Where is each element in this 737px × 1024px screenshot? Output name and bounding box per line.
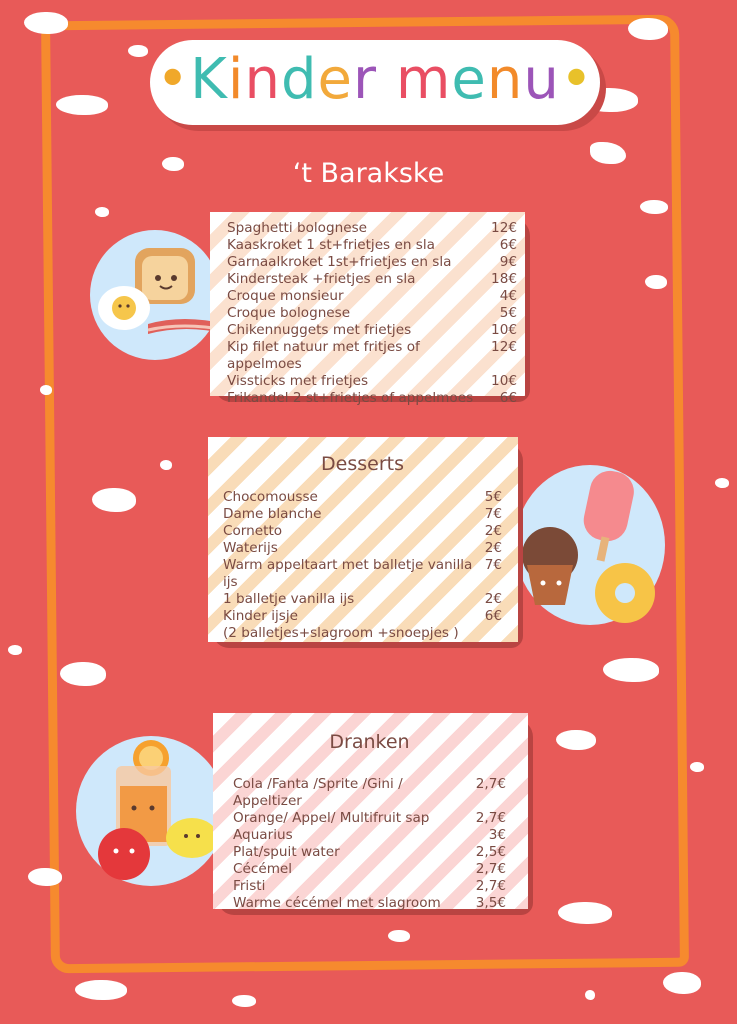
cloud-icon <box>603 658 659 682</box>
cloud-icon <box>24 12 68 34</box>
menu-row <box>223 591 502 608</box>
item-price: 2,7€ <box>475 861 506 877</box>
cloud-icon <box>40 385 52 395</box>
cloud-icon <box>585 990 595 1000</box>
item-price: 5€ <box>484 489 502 505</box>
cloud-icon <box>128 45 148 57</box>
cloud-icon <box>645 275 667 289</box>
desserts-title: Desserts <box>321 453 404 475</box>
item-name: Kaaskroket 1 st+frietjes en sla <box>227 237 435 253</box>
cloud-icon <box>640 200 668 214</box>
menu-row <box>227 322 517 339</box>
title-letter <box>377 48 396 112</box>
item-price: 5€ <box>499 305 517 321</box>
title-cloud <box>150 40 600 125</box>
cloud-icon <box>75 980 127 1000</box>
item-name: Chocomousse <box>223 489 318 505</box>
drinks-list <box>233 776 506 912</box>
menu-row <box>223 540 502 557</box>
menu-row <box>227 254 517 271</box>
menu-row <box>227 271 517 288</box>
title-letter: e <box>451 47 487 112</box>
menu-row <box>227 220 517 237</box>
menu-row <box>227 305 517 322</box>
item-price: 2,7€ <box>475 776 506 792</box>
item-name: Waterijs <box>223 540 278 556</box>
cloud-icon <box>715 478 729 488</box>
item-name: Dame blanche <box>223 506 322 522</box>
breakfast-toast-egg-bacon-icon <box>90 230 220 360</box>
item-name: Cornetto <box>223 523 283 539</box>
item-price: 18€ <box>491 271 517 287</box>
item-name: Aquarius <box>233 827 293 843</box>
item-name: Kip filet natuur met fritjes of appelmoes <box>227 339 420 372</box>
menu-title <box>150 48 600 112</box>
drinks-title: Dranken <box>329 731 410 753</box>
item-name: Vissticks met frietjes <box>227 373 369 389</box>
menu-row <box>227 288 517 305</box>
main-menu-card <box>210 212 525 406</box>
item-name: Orange/ Appel/ Multifruit sap <box>233 810 430 826</box>
item-price: 6€ <box>484 608 502 624</box>
title-letter: • <box>559 47 594 112</box>
item-name: Warm appeltaart met balletje vanilla ijs <box>223 557 473 590</box>
sun-icon <box>92 488 136 512</box>
item-name: 1 balletje vanilla ijs <box>223 591 355 607</box>
item-price: 9€ <box>499 254 517 270</box>
item-name: Garnaalkroket 1st+frietjes en sla <box>227 254 452 270</box>
cloud-icon <box>56 95 108 115</box>
item-price: 2,5€ <box>475 844 506 860</box>
cloud-icon <box>558 902 612 924</box>
menu-row <box>227 373 517 390</box>
item-price: 2,7€ <box>475 810 506 826</box>
item-price: 7€ <box>484 506 502 522</box>
cloud-icon <box>60 662 106 686</box>
item-price: 10€ <box>491 322 517 338</box>
menu-row <box>233 861 506 878</box>
cloud-icon <box>232 995 256 1007</box>
item-name: Kinder ijsje <box>223 608 298 624</box>
menu-row <box>227 339 517 373</box>
item-price: 3€ <box>488 827 506 843</box>
cloud-icon <box>160 460 172 470</box>
menu-row <box>227 390 517 407</box>
item-price: 2€ <box>484 540 502 556</box>
cloud-icon <box>28 868 62 886</box>
item-price: 10€ <box>491 373 517 389</box>
item-price: 6€ <box>499 390 517 406</box>
drinks-card <box>213 713 528 909</box>
sun-icon <box>663 972 701 994</box>
menu-row <box>233 844 506 861</box>
title-letter: n <box>244 47 281 112</box>
cloud-icon <box>690 762 704 772</box>
menu-row <box>227 237 517 254</box>
menu-row <box>223 489 502 506</box>
item-price: 3,5€ <box>475 895 506 911</box>
menu-row <box>223 557 502 591</box>
item-name: (2 balletjes+slagroom +snoepjes ) <box>223 625 459 641</box>
title-letter: u <box>523 47 560 112</box>
item-name: Fristi <box>233 878 266 894</box>
restaurant-name: ‘t Barakske <box>292 158 445 189</box>
item-price: 2€ <box>484 523 502 539</box>
desserts-card <box>208 437 518 642</box>
cupcake-popsicle-donut-icon <box>515 465 665 625</box>
item-name: Warme cécémel met slagroom <box>233 895 441 911</box>
menu-row <box>223 506 502 523</box>
item-name: Chikennuggets met frietjes <box>227 322 412 338</box>
juice-apple-lemon-icon <box>76 736 226 886</box>
menu-row <box>233 776 506 810</box>
item-name: Croque bolognese <box>227 305 351 321</box>
item-price: 12€ <box>491 220 517 236</box>
item-price: 6€ <box>499 237 517 253</box>
title-letter: n <box>486 47 524 112</box>
menu-row <box>223 523 502 540</box>
title-letter: r <box>352 47 377 112</box>
cloud-icon <box>95 207 109 217</box>
cloud-icon <box>388 930 410 942</box>
item-name: Plat/spuit water <box>233 844 340 860</box>
title-letter: d <box>280 47 318 112</box>
main-menu-list <box>210 212 525 407</box>
item-name: Frikandel 2 st+frietjes of appelmoes <box>227 390 474 406</box>
cloud-icon <box>556 730 596 750</box>
menu-row <box>233 827 506 844</box>
cloud-icon <box>8 645 22 655</box>
title-letter: K <box>190 47 228 112</box>
title-letter: • <box>156 47 191 112</box>
menu-row <box>223 625 502 642</box>
menu-row <box>233 895 506 912</box>
title-letter: e <box>317 47 353 112</box>
item-price: 4€ <box>499 288 517 304</box>
item-price: 7€ <box>484 557 502 573</box>
sun-icon <box>628 18 668 40</box>
item-price: 2,7€ <box>475 878 506 894</box>
item-name: Spaghetti bolognese <box>227 220 368 236</box>
menu-row <box>233 878 506 895</box>
menu-row <box>233 810 506 827</box>
menu-row <box>223 608 502 625</box>
desserts-list <box>223 489 502 642</box>
item-price: 2€ <box>484 591 502 607</box>
item-price: 12€ <box>491 339 517 355</box>
item-name: Croque monsieur <box>227 288 344 304</box>
item-name: Kindersteak +frietjes en sla <box>227 271 416 287</box>
item-name: Cola /Fanta /Sprite /Gini / Appeltizer <box>233 776 403 809</box>
title-letter: m <box>395 47 452 112</box>
title-letter: i <box>227 47 245 112</box>
item-name: Cécémel <box>233 861 293 877</box>
